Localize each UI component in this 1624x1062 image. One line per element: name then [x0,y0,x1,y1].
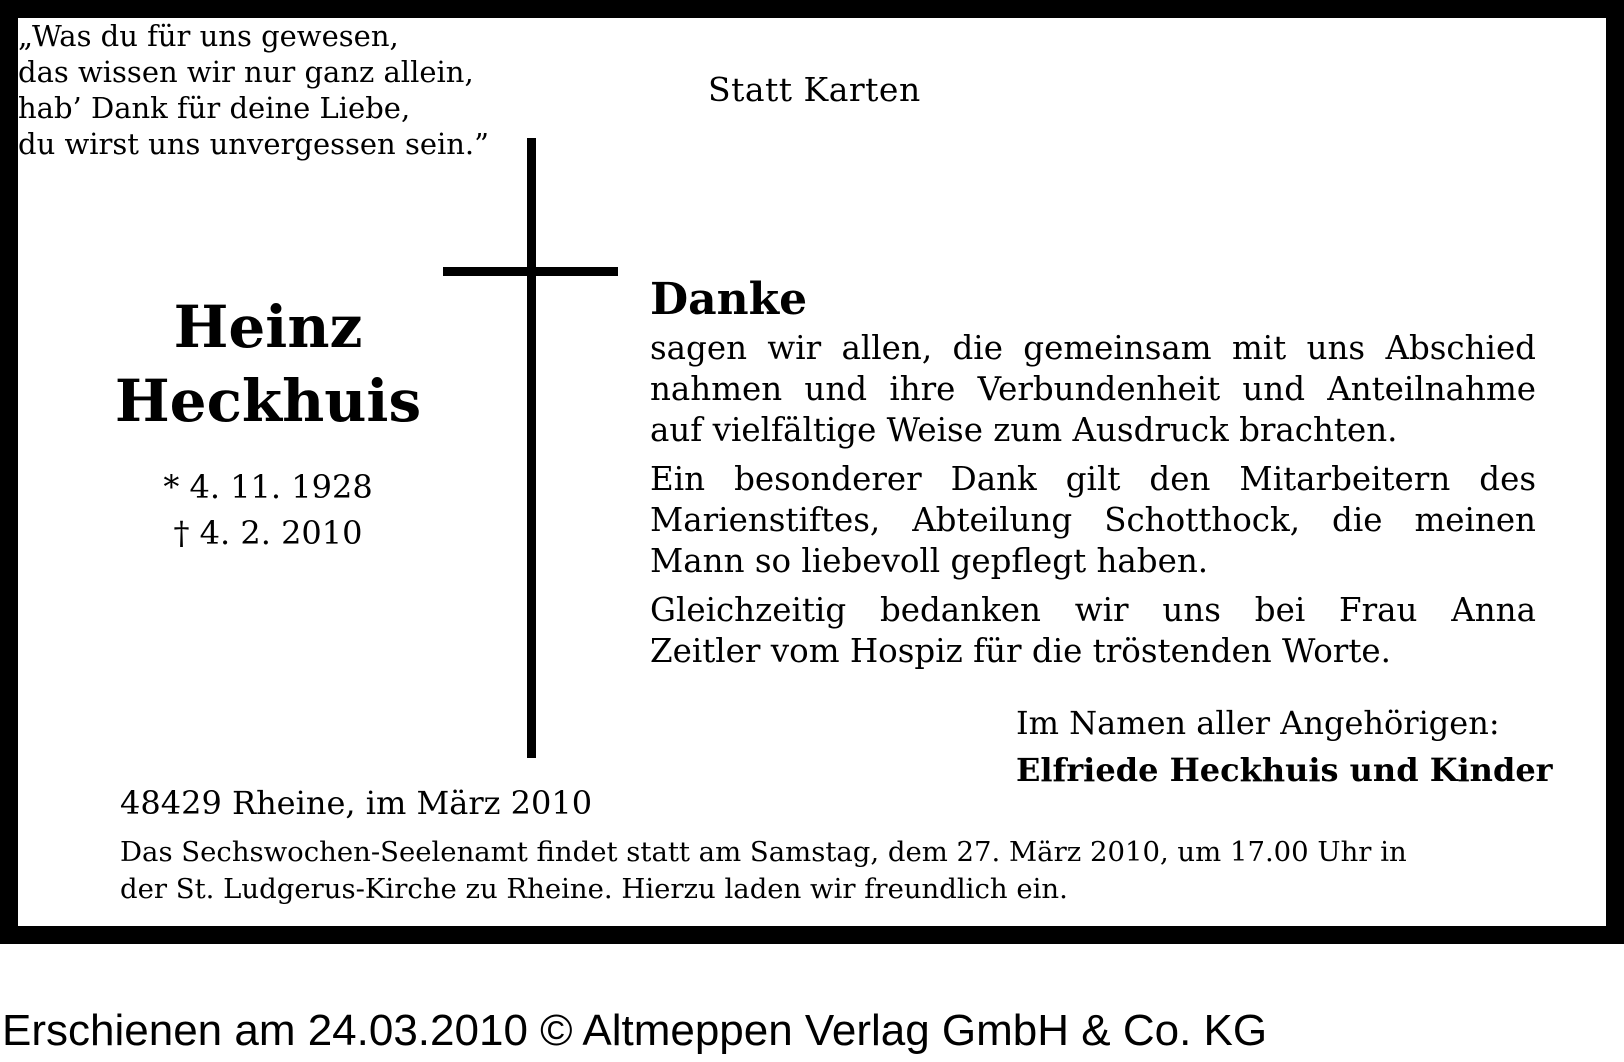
text-line: Zeitler vom Hospiz für die tröstenden Worte. [650,632,1391,670]
text-line: Gleichzeitig bedanken wir uns bei Frau Anna [650,591,1536,629]
birth-date: * 4. 11. 1928 [163,468,373,506]
poem [18,18,558,162]
info-line: der St. Ludgerus-Kirche zu Rheine. Hierzu laden wir freundlich ein. [120,873,1068,905]
thanks-paragraph [650,328,1536,451]
thanks-paragraph [650,590,1536,672]
text-line: sagen wir allen, die gemeinsam mit uns Abschied [650,329,1536,367]
signature: Elfriede Heckhuis und Kinder [1016,751,1553,789]
service-info [120,834,1540,908]
poem-line: du wirst uns unvergessen sein.” [18,127,489,161]
cross-icon [527,138,536,758]
publication-credit: Erschienen am 24.03.2010 © Altmeppen Verlag GmbH & Co. KG [2,1006,1268,1055]
text-line: auf vielfältige Weise zum Ausdruck brachten. [650,411,1398,449]
poem-line: „Was du für uns gewesen, [18,19,399,53]
thanks-heading: Danke [650,274,808,325]
cross-icon-bar [443,267,618,276]
text-line: nahmen und ihre Verbundenheit und Anteilnahme [650,370,1536,408]
closing-line: Im Namen aller Angehörigen: [1016,704,1500,742]
deceased-last-name: Heckhuis [114,367,422,435]
poem-line: hab’ Dank für deine Liebe, [18,91,411,125]
text-line: Ein besonderer Dank gilt den Mitarbeitern des [650,460,1536,498]
poem-line: das wissen wir nur ganz allein, [18,55,474,89]
life-dates [78,464,458,556]
text-line: Mann so liebevoll gepflegt haben. [650,542,1209,580]
thanks-paragraph [650,459,1536,582]
notice-header: Statt Karten [708,70,921,109]
deceased-first-name: Heinz [173,293,363,361]
death-date: † 4. 2. 2010 [173,514,363,552]
info-line: Das Sechswochen-Seelenamt findet statt am Samstag, dem 27. März 2010, um 17.00 Uhr in [120,836,1407,868]
deceased-name [78,290,458,438]
place-date: 48429 Rheine, im März 2010 [120,784,593,822]
text-line: Marienstiftes, Abteilung Schotthock, die meinen [650,501,1536,539]
thanks-text [650,328,1536,680]
